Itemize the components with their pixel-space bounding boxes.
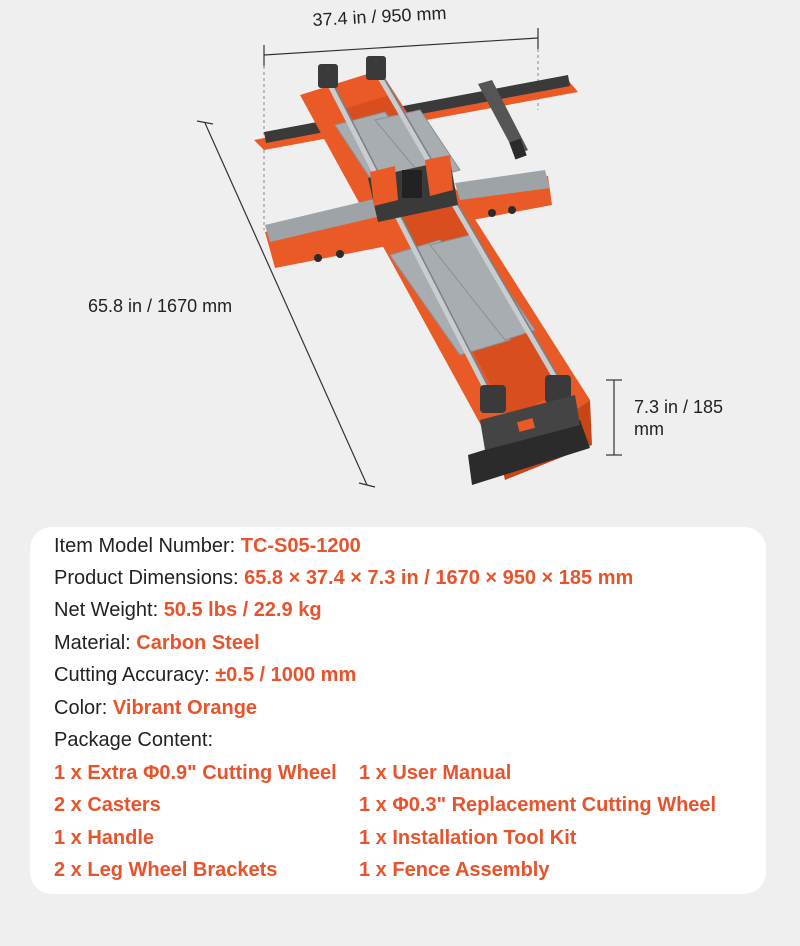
dimensions-row xyxy=(54,565,633,591)
package-content-row xyxy=(54,727,213,753)
dimensions-value: 65.8 × 37.4 × 7.3 in / 1670 × 950 × 185 mm xyxy=(244,567,634,589)
color-value: Vibrant Orange xyxy=(112,697,258,719)
package-content-label: Package Content: xyxy=(54,729,213,751)
package-item: 1 x Extra Φ0.9" Cutting Wheel xyxy=(54,762,337,784)
package-item: 1 x User Manual xyxy=(359,762,512,784)
model-number-label: Item Model Number: xyxy=(54,535,236,557)
material-value: Carbon Steel xyxy=(136,632,260,654)
package-item: 1 x Φ0.3" Replacement Cutting Wheel xyxy=(359,794,717,816)
length-dimension-label: 65.8 in / 1670 mm xyxy=(88,296,233,316)
package-item: 2 x Leg Wheel Brackets xyxy=(54,859,278,881)
material-row xyxy=(54,630,260,656)
dimensions-label: Product Dimensions: xyxy=(54,567,239,589)
package-item: 1 x Fence Assembly xyxy=(359,859,550,881)
width-dimension-label: 37.4 in / 950 mm xyxy=(312,2,447,30)
height-dimension-label: 7.3 in / 185 mm xyxy=(634,397,724,439)
specifications-card xyxy=(30,527,766,894)
color-row xyxy=(54,695,257,721)
color-label: Color: xyxy=(54,697,108,719)
package-item: 1 x Handle xyxy=(54,827,155,849)
weight-row xyxy=(54,597,322,623)
model-number-value: TC-S05-1200 xyxy=(240,535,361,557)
accuracy-label: Cutting Accuracy: xyxy=(54,664,210,686)
accuracy-row xyxy=(54,662,356,688)
weight-value: 50.5 lbs / 22.9 kg xyxy=(163,599,322,621)
weight-label: Net Weight: xyxy=(54,599,159,621)
height-dimension-line xyxy=(606,380,622,455)
package-item: 2 x Casters xyxy=(54,794,161,816)
accuracy-value: ±0.5 / 1000 mm xyxy=(215,664,357,686)
material-label: Material: xyxy=(54,632,131,654)
model-number-row xyxy=(54,533,361,559)
package-item: 1 x Installation Tool Kit xyxy=(359,827,577,849)
